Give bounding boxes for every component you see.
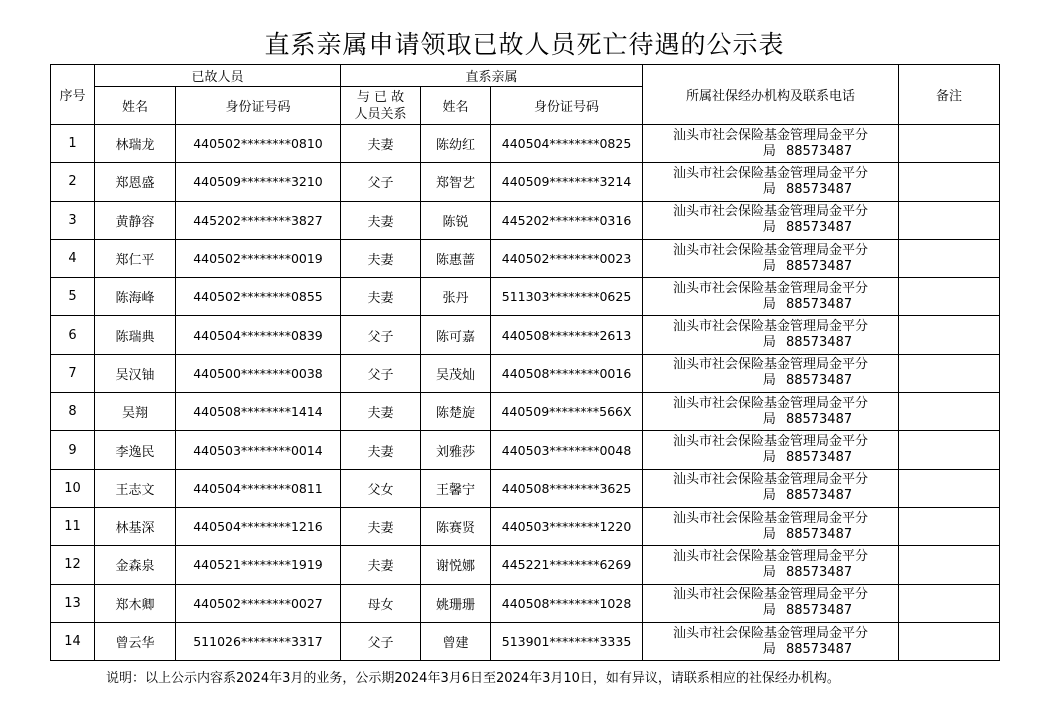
row-office	[643, 354, 899, 392]
row-deceased-name: 金森泉	[95, 546, 176, 584]
row-seq: 4	[51, 239, 95, 277]
row-office	[643, 507, 899, 545]
row-office	[643, 393, 899, 431]
row-relative-name: 陈楚旋	[421, 393, 491, 431]
header-relation-line2: 人员关系	[354, 106, 407, 122]
table-row	[51, 316, 1000, 354]
header-relation	[341, 87, 421, 125]
row-seq: 1	[51, 125, 95, 163]
table-row	[51, 431, 1000, 469]
header-relation-line1: 与 已 故	[356, 89, 405, 105]
row-relation: 夫妻	[341, 507, 421, 545]
header-deceased-group: 已故人员	[95, 65, 341, 87]
row-deceased-id: 511026********3317	[176, 622, 341, 660]
row-seq: 2	[51, 163, 95, 201]
row-office-phone: 88573487	[785, 488, 853, 504]
table-row	[51, 125, 1000, 163]
row-office-name: 汕头市社会保险基金管理局金平分	[673, 127, 869, 143]
footnote: 说明：以上公示内容系2024年3月的业务，公示期2024年3月6日至2024年3月10日，如有异议，请联系相应的社保经办机构。	[106, 671, 840, 686]
row-relative-id: 445202********0316	[491, 201, 643, 239]
row-relative-name: 刘雅莎	[421, 431, 491, 469]
row-seq: 5	[51, 278, 95, 316]
row-relative-name: 陈幼红	[421, 125, 491, 163]
row-relative-name: 谢悦娜	[421, 546, 491, 584]
row-relation: 夫妻	[341, 393, 421, 431]
row-relative-name: 陈锐	[421, 201, 491, 239]
publicity-table	[50, 64, 1000, 661]
row-deceased-id: 440504********0839	[176, 316, 341, 354]
row-office	[643, 163, 899, 201]
row-office-line2	[643, 412, 898, 428]
row-office-line2	[643, 220, 898, 236]
row-deceased-name: 郑仁平	[95, 239, 176, 277]
table-row	[51, 354, 1000, 392]
row-remark	[899, 239, 1000, 277]
row-deceased-id: 440502********0027	[176, 584, 341, 622]
row-remark	[899, 431, 1000, 469]
row-relative-name: 王馨宁	[421, 469, 491, 507]
row-office-phone: 88573487	[785, 258, 853, 274]
row-remark	[899, 469, 1000, 507]
row-office-tail: 局	[762, 296, 776, 312]
row-office-line2	[643, 297, 898, 313]
row-relative-name: 曾建	[421, 622, 491, 660]
table-row	[51, 469, 1000, 507]
row-seq: 6	[51, 316, 95, 354]
table-row	[51, 201, 1000, 239]
header-relative-id: 身份证号码	[491, 87, 643, 125]
row-office-tail: 局	[762, 603, 776, 619]
row-deceased-id: 440504********1216	[176, 507, 341, 545]
row-deceased-name: 陈瑞典	[95, 316, 176, 354]
row-seq: 14	[51, 622, 95, 660]
header-row-1	[51, 65, 1000, 87]
page-title: 直系亲属申请领取已故人员死亡待遇的公示表	[264, 30, 785, 59]
row-relative-id: 440509********566X	[491, 393, 643, 431]
row-deceased-name: 黄静容	[95, 201, 176, 239]
row-office-phone: 88573487	[785, 143, 853, 159]
table-row	[51, 622, 1000, 660]
header-office: 所属社保经办机构及联系电话	[643, 65, 899, 125]
row-relation: 夫妻	[341, 125, 421, 163]
row-relative-id: 511303********0625	[491, 278, 643, 316]
row-office-name: 汕头市社会保险基金管理局金平分	[673, 472, 869, 488]
row-deceased-name: 林瑞龙	[95, 125, 176, 163]
row-office-line2	[643, 144, 898, 160]
row-office	[643, 431, 899, 469]
row-remark	[899, 278, 1000, 316]
row-remark	[899, 201, 1000, 239]
row-office-line2	[643, 488, 898, 504]
row-deceased-id: 445202********3827	[176, 201, 341, 239]
row-office	[643, 316, 899, 354]
row-office-line2	[643, 259, 898, 275]
row-seq: 12	[51, 546, 95, 584]
row-office-tail: 局	[762, 373, 776, 389]
row-office-name: 汕头市社会保险基金管理局金平分	[673, 395, 869, 411]
row-office-tail: 局	[762, 488, 776, 504]
row-remark	[899, 546, 1000, 584]
row-office-name: 汕头市社会保险基金管理局金平分	[673, 625, 869, 641]
row-office	[643, 278, 899, 316]
row-deceased-id: 440502********0855	[176, 278, 341, 316]
row-deceased-name: 曾云华	[95, 622, 176, 660]
row-relation: 夫妻	[341, 546, 421, 584]
row-office-tail: 局	[762, 564, 776, 580]
row-relation: 父子	[341, 622, 421, 660]
row-relative-id: 440504********0825	[491, 125, 643, 163]
row-seq: 8	[51, 393, 95, 431]
row-deceased-name: 郑木卿	[95, 584, 176, 622]
row-relation: 夫妻	[341, 239, 421, 277]
row-relative-name: 吴茂灿	[421, 354, 491, 392]
row-deceased-id: 440504********0811	[176, 469, 341, 507]
table-row	[51, 584, 1000, 622]
row-relative-name: 张丹	[421, 278, 491, 316]
row-office-phone: 88573487	[785, 450, 853, 466]
table-row	[51, 546, 1000, 584]
row-office-name: 汕头市社会保险基金管理局金平分	[673, 357, 869, 373]
row-deceased-id: 440521********1919	[176, 546, 341, 584]
row-relative-id: 440509********3214	[491, 163, 643, 201]
row-office-tail: 局	[762, 411, 776, 427]
table-row	[51, 393, 1000, 431]
row-office	[643, 239, 899, 277]
row-office-line2	[643, 335, 898, 351]
row-relation: 父子	[341, 316, 421, 354]
row-office-tail: 局	[762, 641, 776, 657]
table-row	[51, 507, 1000, 545]
row-office-line2	[643, 603, 898, 619]
row-relative-id: 440508********2613	[491, 316, 643, 354]
row-office-phone: 88573487	[785, 181, 853, 197]
table-row	[51, 278, 1000, 316]
row-relation: 夫妻	[341, 278, 421, 316]
row-deceased-name: 吴汉铀	[95, 354, 176, 392]
row-seq: 11	[51, 507, 95, 545]
row-relative-id: 440508********0016	[491, 354, 643, 392]
row-deceased-name: 郑恩盛	[95, 163, 176, 201]
row-office-phone: 88573487	[785, 220, 853, 236]
header-remark: 备注	[899, 65, 1000, 125]
row-deceased-id: 440502********0810	[176, 125, 341, 163]
row-office-tail: 局	[762, 450, 776, 466]
row-office-phone: 88573487	[785, 603, 853, 619]
row-relation: 夫妻	[341, 201, 421, 239]
row-office-name: 汕头市社会保险基金管理局金平分	[673, 204, 869, 220]
row-office-tail: 局	[762, 181, 776, 197]
row-seq: 13	[51, 584, 95, 622]
row-office-phone: 88573487	[785, 296, 853, 312]
row-office-line2	[643, 182, 898, 198]
row-office-name: 汕头市社会保险基金管理局金平分	[673, 434, 869, 450]
row-office-phone: 88573487	[785, 335, 853, 351]
header-id-number: 身份证号码	[176, 87, 341, 125]
row-office	[643, 622, 899, 660]
row-office-phone: 88573487	[785, 373, 853, 389]
row-office	[643, 584, 899, 622]
row-office-tail: 局	[762, 143, 776, 159]
header-relative-name: 姓名	[421, 87, 491, 125]
row-relative-id: 440508********1028	[491, 584, 643, 622]
table-row	[51, 239, 1000, 277]
row-office-name: 汕头市社会保险基金管理局金平分	[673, 280, 869, 296]
row-office	[643, 201, 899, 239]
row-deceased-id: 440502********0019	[176, 239, 341, 277]
row-deceased-name: 李逸民	[95, 431, 176, 469]
row-relation: 父子	[341, 163, 421, 201]
row-office-name: 汕头市社会保险基金管理局金平分	[673, 242, 869, 258]
row-relation: 父女	[341, 469, 421, 507]
row-relative-id: 440508********3625	[491, 469, 643, 507]
row-deceased-name: 陈海峰	[95, 278, 176, 316]
row-remark	[899, 393, 1000, 431]
row-relative-name: 郑智艺	[421, 163, 491, 201]
row-office	[643, 469, 899, 507]
row-office-tail: 局	[762, 258, 776, 274]
row-remark	[899, 584, 1000, 622]
row-deceased-name: 吴翔	[95, 393, 176, 431]
row-relative-name: 姚珊珊	[421, 584, 491, 622]
row-office-tail: 局	[762, 220, 776, 236]
row-office-phone: 88573487	[785, 641, 853, 657]
row-office-line2	[643, 373, 898, 389]
row-deceased-id: 440503********0014	[176, 431, 341, 469]
row-seq: 9	[51, 431, 95, 469]
row-relative-name: 陈赛贤	[421, 507, 491, 545]
row-seq: 3	[51, 201, 95, 239]
row-remark	[899, 354, 1000, 392]
row-relative-name: 陈惠蔷	[421, 239, 491, 277]
row-remark	[899, 622, 1000, 660]
header-relative-group: 直系亲属	[341, 65, 643, 87]
row-office-name: 汕头市社会保险基金管理局金平分	[673, 319, 869, 335]
header-seq: 序号	[51, 65, 95, 125]
row-relative-id: 440503********0048	[491, 431, 643, 469]
row-relation: 母女	[341, 584, 421, 622]
row-office-name: 汕头市社会保险基金管理局金平分	[673, 548, 869, 564]
table-row	[51, 163, 1000, 201]
header-name: 姓名	[95, 87, 176, 125]
row-office-phone: 88573487	[785, 526, 853, 542]
row-office-line2	[643, 565, 898, 581]
row-office-line2	[643, 450, 898, 466]
row-relative-id: 445221********6269	[491, 546, 643, 584]
row-deceased-id: 440509********3210	[176, 163, 341, 201]
row-office-phone: 88573487	[785, 564, 853, 580]
row-office-name: 汕头市社会保险基金管理局金平分	[673, 587, 869, 603]
row-seq: 7	[51, 354, 95, 392]
row-relative-name: 陈可嘉	[421, 316, 491, 354]
row-office-name: 汕头市社会保险基金管理局金平分	[673, 165, 869, 181]
row-office-tail: 局	[762, 526, 776, 542]
row-office-tail: 局	[762, 335, 776, 351]
row-deceased-name: 林基深	[95, 507, 176, 545]
row-office	[643, 125, 899, 163]
row-office-name: 汕头市社会保险基金管理局金平分	[673, 510, 869, 526]
row-remark	[899, 163, 1000, 201]
table-body	[51, 125, 1000, 661]
row-office-phone: 88573487	[785, 411, 853, 427]
row-office	[643, 546, 899, 584]
row-relation: 父子	[341, 354, 421, 392]
row-deceased-name: 王志文	[95, 469, 176, 507]
row-relative-id: 513901********3335	[491, 622, 643, 660]
row-seq: 10	[51, 469, 95, 507]
row-relative-id: 440503********1220	[491, 507, 643, 545]
row-office-line2	[643, 527, 898, 543]
row-relation: 夫妻	[341, 431, 421, 469]
row-relative-id: 440502********0023	[491, 239, 643, 277]
row-office-line2	[643, 642, 898, 658]
row-remark	[899, 316, 1000, 354]
row-deceased-id: 440508********1414	[176, 393, 341, 431]
row-remark	[899, 125, 1000, 163]
row-deceased-id: 440500********0038	[176, 354, 341, 392]
row-remark	[899, 507, 1000, 545]
